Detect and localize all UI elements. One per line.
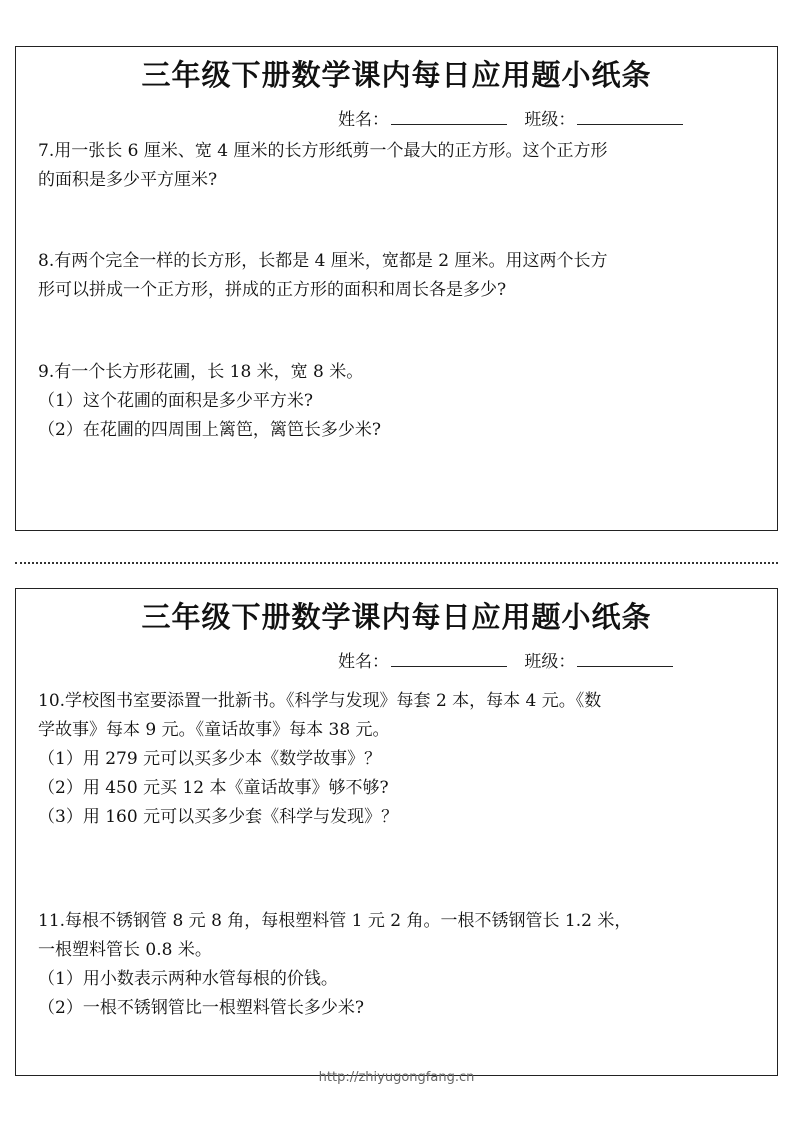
question-line: （1）用小数表示两种水管每根的价钱。 <box>38 969 338 989</box>
name-blank <box>391 110 507 125</box>
question-line: （1）用 279 元可以买多少本《数学故事》？ <box>38 749 382 769</box>
question-line: 9.有一个长方形花圃，长 18 米，宽 8 米。 <box>38 362 364 382</box>
worksheet-card-1 <box>15 46 778 531</box>
cut-line-divider <box>15 562 778 564</box>
question-line: 一根塑料管长 0.8 米。 <box>38 940 212 960</box>
question-line: 学故事》每本 9 元。《童话故事》每本 38 元。 <box>38 720 390 740</box>
name-label: 姓名： <box>338 110 389 130</box>
question-line: （2）一根不锈钢管比一根塑料管长多少米? <box>38 998 364 1018</box>
question-line: （3）用 160 元可以买多少套《科学与发现》？ <box>38 807 399 827</box>
question-11 <box>38 907 759 1023</box>
worksheet-title: 三年级下册数学课内每日应用题小纸条 <box>141 58 652 92</box>
question-line: （2）用 450 元买 12 本《童话故事》够不够? <box>38 778 389 798</box>
source-url: http://zhiyugongfang.cn <box>318 1070 475 1085</box>
question-10 <box>38 687 759 832</box>
worksheet-title: 三年级下册数学课内每日应用题小纸条 <box>141 600 652 634</box>
class-label: 班级： <box>524 110 576 130</box>
student-info-line <box>338 647 679 672</box>
question-line: 7.用一张长 6 厘米、宽 4 厘米的长方形纸剪一个最大的正方形。这个正方形 <box>38 141 608 161</box>
question-7 <box>38 137 759 195</box>
student-info-line <box>338 105 689 130</box>
class-blank <box>577 110 683 125</box>
question-line: （1）这个花圃的面积是多少平方米? <box>38 391 313 411</box>
class-blank <box>577 652 673 667</box>
question-line: 8.有两个完全一样的长方形，长都是 4 厘米，宽都是 2 厘米。用这两个长方 <box>38 251 608 271</box>
question-9 <box>38 358 759 445</box>
name-blank <box>391 652 507 667</box>
name-label: 姓名： <box>338 652 389 672</box>
question-8 <box>38 247 759 305</box>
question-line: 11.每根不锈钢管 8 元 8 角，每根塑料管 1 元 2 角。一根不锈钢管长 1.2 米， <box>38 911 632 931</box>
question-line: 的面积是多少平方厘米? <box>38 170 218 190</box>
question-line: （2）在花圃的四周围上篱笆，篱笆长多少米? <box>38 420 381 440</box>
question-line: 形可以拼成一个正方形，拼成的正方形的面积和周长各是多少? <box>38 280 507 300</box>
worksheet-card-2 <box>15 588 778 1076</box>
question-line: 10.学校图书室要添置一批新书。《科学与发现》每套 2 本，每本 4 元。《数 <box>38 691 602 711</box>
class-label: 班级： <box>524 652 576 672</box>
